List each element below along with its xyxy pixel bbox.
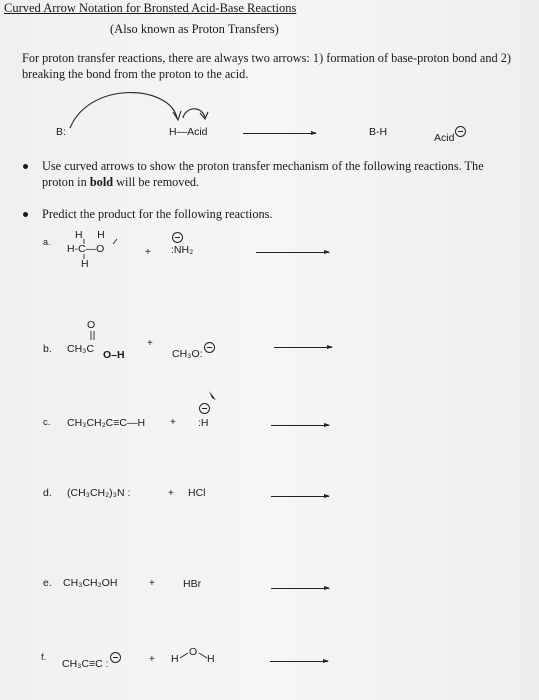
reaction-d-label: d. (43, 487, 52, 499)
reaction-c-reactant: CH₃CH₂C≡C—H (67, 417, 146, 429)
reaction-b-label: b. (43, 343, 52, 355)
reaction-a-plus: + (145, 247, 151, 258)
reaction-a-middle-row: H-C—O (67, 243, 105, 255)
reaction-e-plus: + (149, 578, 155, 589)
scheme-acid: H—Acid (169, 126, 208, 138)
reaction-f-arrow (270, 661, 328, 662)
bullet-instruction-mechanism: Use curved arrows to show the proton transfer mechanism of the following reactions. The proton in bold will be removed. (42, 158, 512, 190)
bullet-icon (23, 164, 28, 169)
negative-charge-icon (172, 232, 183, 243)
reaction-e-arrow (271, 588, 329, 589)
reaction-a-bottom-row: H (81, 258, 89, 270)
reaction-b-carbonyl-o: O (87, 319, 96, 331)
reaction-c-cursor-icon (207, 390, 219, 402)
reaction-a-reagent: :NH₂ (171, 244, 194, 256)
reaction-f-reagent-h2: H (207, 653, 215, 665)
reaction-a-bonds (70, 236, 130, 276)
negative-charge-icon (455, 126, 466, 137)
reaction-f-plus: + (149, 654, 155, 665)
reaction-e-label: e. (43, 577, 52, 589)
reaction-f-label: f. (41, 652, 47, 663)
reaction-d-reagent: HCl (188, 487, 206, 499)
reaction-c-plus: + (170, 417, 176, 428)
scheme-product-acid: Acid (434, 126, 466, 144)
reaction-b-arrow (274, 347, 332, 348)
reaction-a-arrow (256, 252, 329, 253)
reaction-e-reactant: CH₃CH₂OH (63, 577, 118, 589)
negative-charge-icon (199, 403, 210, 414)
page-subtitle: (Also known as Proton Transfers) (110, 22, 279, 36)
reaction-e-reagent: HBr (183, 578, 202, 590)
reaction-c-label: c. (43, 417, 51, 428)
reaction-a-top-row: H H (75, 229, 105, 241)
reaction-d-plus: + (168, 488, 174, 499)
reaction-b-plus: + (147, 338, 153, 349)
reaction-d-arrow (271, 496, 329, 497)
bullet-instruction-products: Predict the product for the following reactions. (42, 206, 512, 222)
reaction-c-reagent: :H (198, 417, 209, 429)
scheme-reaction-arrow (243, 133, 316, 134)
reaction-c-arrow (271, 425, 329, 426)
bullet-icon (23, 212, 28, 217)
reaction-b-reagent: CH₃O: (172, 342, 215, 360)
negative-charge-icon (110, 652, 121, 663)
scheme-base: B: (56, 126, 66, 138)
scheme-product-bh: B-H (369, 126, 388, 138)
reaction-d-reactant: (CH₃CH₂)₃N : (67, 487, 131, 499)
reaction-f-reagent-o: O (189, 646, 198, 658)
reaction-b-reactant: CH₃C (67, 343, 95, 355)
negative-charge-icon (204, 342, 215, 353)
intro-paragraph: For proton transfer reactions, there are always two arrows: 1) formation of base-proton bond and 2) breaking the bond from the proton to the acid. (22, 51, 511, 81)
reaction-f-reagent-h: H (171, 653, 179, 665)
reaction-f-water-bonds (178, 650, 218, 664)
scheme-curved-arrows (0, 0, 539, 140)
reaction-f-reactant: CH₃C≡C : (62, 652, 121, 670)
reaction-b-oh: O–H (103, 349, 125, 361)
reaction-a-label: a. (43, 237, 51, 247)
page-title: Curved Arrow Notation for Bronsted Acid-Base Reactions (4, 1, 297, 15)
